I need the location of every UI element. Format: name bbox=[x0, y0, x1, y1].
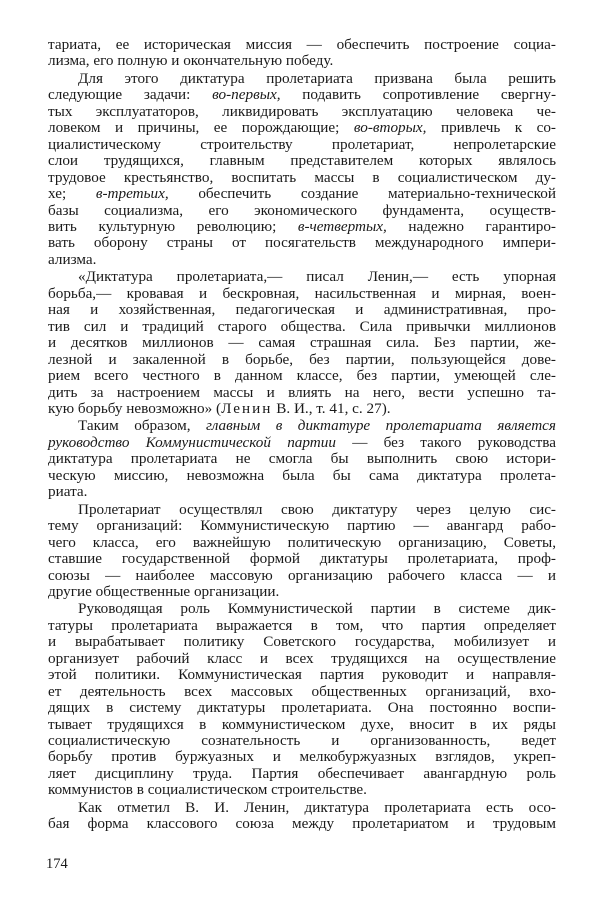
text-line: тив сил и традиций старого общества. Сила привычки миллионов bbox=[48, 317, 556, 335]
text-line: хе; в-третьих, обеспечить создание материально-технической bbox=[48, 185, 556, 203]
text-line: ловеком и причины, ее порождающие; во-вторых, привлечь к со- bbox=[48, 119, 556, 137]
text-line: татуры пролетариата выражается в том, что партия определяет bbox=[48, 616, 556, 634]
text-line: и вырабатывает политику Советского государства, мобилизует и bbox=[48, 633, 556, 651]
text-line: социалистическую сознательность и организованность, ведет bbox=[48, 732, 556, 750]
text-line: Таким образом, главным в диктатуре пролетариата является bbox=[78, 417, 556, 435]
text-line: ная и хозяйственная, педагогическая и административная, про- bbox=[48, 301, 556, 319]
text-line: ставшие государственной формой диктатуры пролетариата, проф- bbox=[48, 550, 556, 568]
text-line: союзы — наиболее массовую организацию рабочего класса — и bbox=[48, 566, 556, 584]
text-line: ализма. bbox=[48, 250, 97, 268]
text-line: ческую миссию, невозможна была бы сама диктатура пролета- bbox=[48, 466, 556, 484]
text-line: ляет дисциплину труда. Партия обеспечивает авангардную роль bbox=[48, 764, 556, 782]
text-line: лезной и закаленной в борьбе, без партии, пользующейся дове- bbox=[48, 350, 556, 368]
text-line: коммунистов в социалистическом строительстве. bbox=[48, 781, 367, 799]
text-line: циалистическому строительству пролетариат, непролетарские bbox=[48, 135, 556, 153]
text-line: и десятков миллионов — самая страшная сила. Без партии, же- bbox=[48, 334, 556, 352]
text-line: этой политики. Коммунистическая партия руководит и направля- bbox=[48, 666, 556, 684]
spaced-author-name: Ленин bbox=[221, 399, 273, 417]
text-line: руководство Коммунистической партии — без такого руководства bbox=[48, 433, 556, 451]
text-line: тему организаций: Коммунистическую партию — авангард рабо- bbox=[48, 517, 556, 535]
text-line: Пролетариат осуществлял свою диктатуру через целую сис- bbox=[78, 500, 556, 518]
text-line: базы социализма, его экономического фундамента, осуществ- bbox=[48, 201, 556, 219]
italic-emphasis: во-вторых, bbox=[353, 119, 427, 137]
text-line: ет деятельность всех массовых общественных организаций, вхо- bbox=[48, 682, 556, 700]
italic-emphasis: руководство Коммунистической партии bbox=[48, 433, 336, 451]
text-line: борьба,— кровавая и бескровная, насильственная и мирная, воен- bbox=[48, 284, 556, 302]
text-line: трудовое крестьянство, воспитать массы в социалистическом ду- bbox=[48, 168, 556, 186]
text-line: дить за настроением массы и влиять на него, вести успешно та- bbox=[48, 383, 556, 401]
text-line: кую борьбу невозможно» (Ленин В. И., т. 41, с. 27). bbox=[48, 399, 391, 417]
page-number: 174 bbox=[46, 856, 68, 872]
text-line: «Диктатура пролетариата,— писал Ленин,— есть упорная bbox=[78, 268, 556, 286]
text-line: Для этого диктатура пролетариата призвана была решить bbox=[78, 69, 556, 87]
paragraph-leading-role bbox=[48, 601, 556, 798]
text-line: тых эксплуататоров, ликвидировать эксплуатацию человека че- bbox=[48, 102, 556, 120]
paragraph-organizations bbox=[48, 502, 556, 601]
text-line: следующие задачи: во-первых, подавить сопротивление свергну- bbox=[48, 86, 556, 104]
text-line: организует рабочий класс и всех трудящихся на осуществление bbox=[48, 649, 556, 667]
text-line: слои трудящихся, главным представителем которых являлось bbox=[48, 152, 556, 170]
paragraph-class-union bbox=[48, 800, 556, 833]
text-line: другие общественные организации. bbox=[48, 582, 280, 600]
paragraph-lenin-quote bbox=[48, 269, 556, 417]
text-line: бая форма классового союза между пролетариатом и трудовым bbox=[48, 815, 556, 833]
text-line: Как отметил В. И. Ленин, диктатура пролетариата есть осо- bbox=[78, 798, 556, 816]
text-line: тариата, ее историческая миссия — обеспечить построение социа- bbox=[48, 36, 556, 53]
text-line: вить культурную революцию; в-четвертых, надежно гарантиро- bbox=[48, 217, 556, 235]
paragraph-continuation bbox=[48, 37, 556, 70]
text-line: борьбу против буржуазных и мелкобуржуазных взглядов, укреп- bbox=[48, 748, 556, 766]
paragraph-party-leadership bbox=[48, 418, 556, 500]
body-text bbox=[48, 37, 556, 834]
text-line: чего класса, его важнейшую политическую организацию, Советы, bbox=[48, 533, 556, 551]
text-line: Руководящая роль Коммунистической партии в системе дик- bbox=[78, 600, 556, 618]
italic-emphasis: во-первых, bbox=[212, 86, 281, 104]
text-line: тывает трудящихся в коммунистическом духе, вносит в их ряды bbox=[48, 715, 556, 733]
text-line: рием всего честного в данном классе, без партии, умеющей сле- bbox=[48, 367, 556, 385]
italic-emphasis: в-третьих, bbox=[95, 185, 169, 203]
text-line: вать оборону страны от посягательств международного импери- bbox=[48, 234, 556, 252]
paragraph-tasks bbox=[48, 71, 556, 268]
text-line: риата. bbox=[48, 483, 88, 501]
italic-emphasis: главным в диктатуре пролетариата является bbox=[206, 417, 556, 435]
text-line: лизма, его полную и окончательную победу. bbox=[48, 52, 334, 70]
text-line: диктатура пролетариата не смогла бы выполнить свою истори- bbox=[48, 450, 556, 468]
text-line: дящих в систему диктатуры пролетариата. Она постоянно воспи- bbox=[48, 699, 556, 717]
italic-emphasis: в-четвертых, bbox=[297, 217, 387, 235]
